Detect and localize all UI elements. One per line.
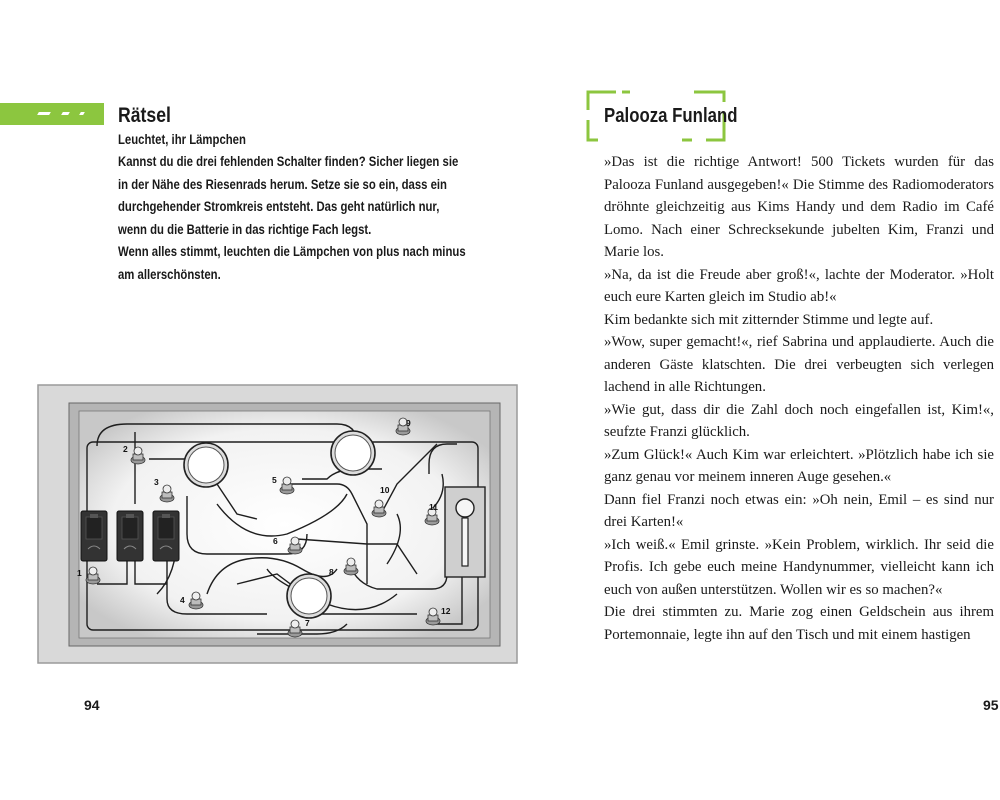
switch-unit [445,487,485,577]
lamp-label: 12 [441,606,451,616]
lamp-label: 8 [329,567,334,577]
story-paragraph: Kim bedankte sich mit zitternder Stimme und legte auf. [604,311,934,328]
battery-slot-1 [81,511,107,561]
riddle-paragraph: Wenn alles stimmt, leuchten die Lämpchen von plus nach minus am allerschönsten. [118,244,466,282]
page-number: 95 [983,697,999,713]
lamp-label: 7 [305,618,310,628]
story-paragraph: »Wie gut, dass dir die Zahl doch noch eingefallen ist, Kim!«, seufzte Franzi glücklich. [604,401,994,440]
lamp-label: 3 [154,477,159,487]
story-paragraph: Die drei stimmten zu. Marie zog einen Geldschein aus ihrem Portemonnaie, legte ihn auf den Tisch und mit einem hastigen [604,604,994,643]
story-paragraph: Dann fiel Franzi noch etwas ein: »Oh nein, Emil – es sind nur drei Karten!« [604,491,994,530]
lamp-label: 5 [272,475,277,485]
story-text [604,151,994,646]
story-paragraph: »Na, da ist die Freude aber groß!«, lachte der Moderator. »Holt euch eure Karten gleich im Studio ab!« [604,266,994,305]
lamp-label: 4 [180,595,185,605]
lamp-label: 11 [429,502,438,512]
lamp-label: 6 [273,536,278,546]
lamp-label: 10 [380,485,390,495]
story-paragraph: »Das ist die richtige Antwort! 500 Tickets wurden für das Palooza Funland ausgegeben!« Die Stimme des Radiomoderators dröhnte gleichzeitig aus Kims Handy und dem Radio im Café Lomo. Nach einer Schrecksekunde jubelten Kim, Franzi und Marie los. [604,154,994,260]
riddle-paragraph: Kannst du die drei fehlenden Schalter finden? Sicher liegen sie in der Nähe des Riesenrads herum. Setze sie so ein, dass ein durchgehender Stromkreis entsteht. Das geht natürlich nur, wenn du die Batterie in das richtige Fach legst. [118,154,459,237]
section-title: Rätsel [118,104,171,127]
story-paragraph: »Ich weiß.« Emil grinste. »Kein Problem, wirklich. Ihr seid die Profis. Ich gebe euch meine Handynummer, vielleicht kann ich euch von außen unterstützen. Wollen wir es so machen?« [604,536,994,598]
story-paragraph: »Zum Glück!« Auch Kim war erleichtert. »Plötzlich habe ich sie ganz genau vor meinem inneren Auge gesehen.« [604,446,994,485]
page-number: 94 [84,697,100,713]
chapter-title: Palooza Funland [604,105,738,127]
green-accent-bar [0,103,104,125]
riddle-text [118,151,471,286]
riddle-subtitle: Leuchtet, ihr Lämpchen [118,132,246,147]
story-paragraph: »Wow, super gemacht!«, rief Sabrina und applaudierte. Auch die anderen Gäste klatschten. Die drei verbeugten sich verlegen lachend in alle Richtungen. [604,334,994,395]
circuit-puzzle [37,384,518,664]
battery-slot-3 [153,511,179,561]
lamp-label: 1 [77,568,82,578]
battery-slot-2 [117,511,143,561]
lamp-label: 9 [406,418,411,428]
right-page [500,0,1000,800]
lamp-label: 2 [123,444,128,454]
